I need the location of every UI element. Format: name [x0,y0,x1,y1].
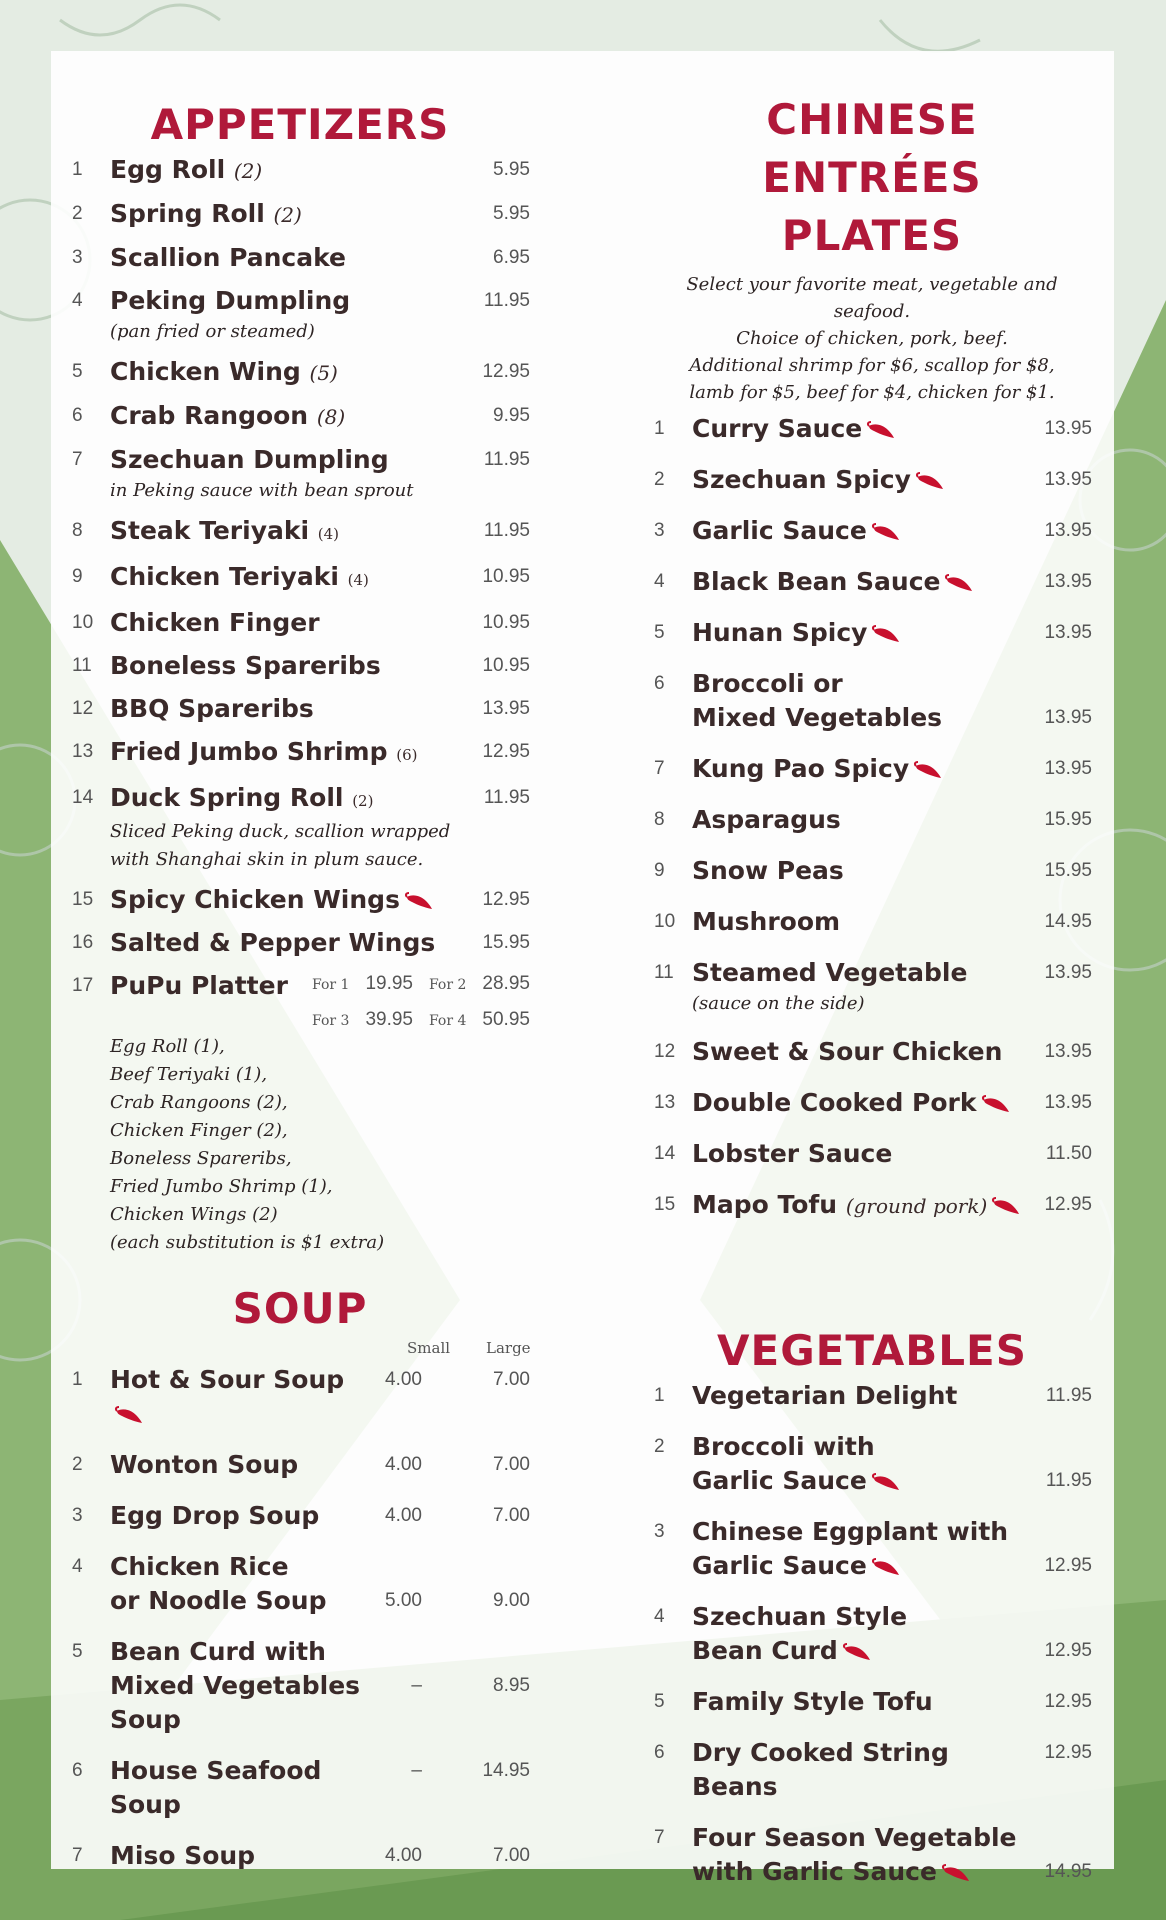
list-item [70,1448,530,1482]
item-price: 11.95 [483,787,530,808]
appetizers-title: APPETIZERS [150,100,450,149]
list-item [652,803,1092,837]
chili-pepper-icon [404,892,434,910]
pupu-description-line: Chicken Finger (2), [110,1120,288,1141]
item-number: 7 [654,1827,665,1848]
item-quantity: (2) [273,203,302,227]
item-quantity: (4) [347,571,369,589]
entrees-intro [652,271,1092,406]
item-number: 1 [654,1385,665,1406]
item-number: 6 [654,673,665,694]
item-number: 9 [654,860,665,881]
list-item [70,514,530,551]
chili-pepper-icon [944,574,974,592]
item-name: Snow Peas [692,856,844,885]
item-price: 5.95 [493,159,530,180]
item-name: Four Season Vegetable [692,1823,1017,1852]
item-name: Broccoli or [692,669,843,698]
pupu-for4-price: 50.95 [482,1009,530,1030]
soup-list [70,1363,530,1873]
list-item [70,355,530,390]
item-price: 13.95 [1044,622,1092,643]
item-name: Kung Pao Spicy [692,752,1032,786]
list-item [70,606,530,640]
entrees-title-line2: PLATES [781,211,963,260]
item-number: 3 [654,520,665,541]
item-number: 7 [72,449,83,470]
item-name: Mapo Tofu (ground pork) [692,1188,1032,1223]
list-item [70,399,530,434]
item-price: 11.50 [1045,1143,1092,1164]
list-item [652,463,1092,497]
item-number: 6 [72,1760,83,1781]
item-number: 12 [72,698,94,719]
soup-small-price: 4.00 [385,1505,422,1526]
item-quantity: (8) [316,405,346,429]
item-number: 7 [72,1845,83,1866]
item-number: 1 [654,418,665,439]
item-number: 3 [72,247,83,268]
list-item [70,883,530,917]
item-price: 12.95 [1044,1194,1092,1215]
item-description: (sauce on the side) [692,993,865,1014]
item-name: Lobster Sauce [692,1139,893,1168]
item-price: 12.95 [1044,1691,1092,1712]
item-number: 6 [654,1742,665,1763]
item-price: 13.95 [1044,418,1092,439]
item-name: Szechuan Dumpling [110,445,389,474]
list-item [70,153,530,188]
item-name: Crab Rangoon (8) [110,401,346,430]
item-name-line2: Garlic Sauce [692,1464,1032,1498]
item-name-line2: Garlic Sauce [692,1549,1032,1583]
item-price: 11.95 [483,449,530,470]
soup-large-price: 9.00 [493,1590,530,1611]
vegetables-title: VEGETABLES [717,1326,1027,1375]
item-name-line2: Bean Curd [692,1634,1032,1668]
item-number: 2 [654,1436,665,1457]
list-item [652,752,1092,786]
pupu-description [70,1033,530,1257]
item-price: 13.95 [1044,758,1092,779]
item-name: Steamed Vegetable [692,958,968,987]
intro-line: Select your favorite meat, vegetable and seafood. [686,274,1058,322]
item-name: Asparagus [692,805,841,834]
item-name: Miso Soup [110,1841,256,1870]
soup-large-price: 7.00 [493,1369,530,1390]
list-item [652,616,1092,650]
item-number: 14 [654,1143,676,1164]
item-number: 11 [72,655,92,676]
chili-pepper-icon [871,625,901,643]
item-price: 14.95 [1044,1861,1092,1882]
list-item [70,1839,530,1873]
list-item [652,1736,1092,1804]
soup-large-price: 8.95 [493,1675,530,1696]
list-item [652,412,1092,446]
item-name: Spicy Chicken Wings [110,883,470,917]
soup-large-price: 7.00 [493,1845,530,1866]
item-number: 6 [72,405,83,426]
pupu-for1-label: For 1 [312,977,350,993]
chili-pepper-icon [913,761,943,779]
item-price: 13.95 [482,698,530,719]
list-item [70,649,530,683]
list-item [652,1086,1092,1120]
soup-size-header [70,1337,530,1363]
item-price: 14.95 [1044,911,1092,932]
list-item [652,1035,1092,1069]
item-name: Curry Sauce [692,412,1032,446]
chili-pepper-icon [866,421,896,439]
list-item [70,692,530,726]
item-price: 13.95 [1044,1092,1092,1113]
soup-small-price: 4.00 [385,1454,422,1475]
chili-pepper-icon [941,1864,971,1882]
list-item [70,1754,530,1822]
pupu-for1-price: 19.95 [365,973,413,994]
list-item [652,565,1092,599]
soup-small-price: – [411,1760,422,1781]
item-number: 2 [654,469,665,490]
item-number: 5 [654,1691,665,1712]
item-number: 10 [72,612,94,633]
item-name: Garlic Sauce [692,514,1032,548]
entrees-list [652,412,1092,1223]
pupu-prices [312,973,530,1031]
list-item [70,735,530,772]
item-number: 2 [72,1454,83,1475]
item-price: 13.95 [1044,1041,1092,1062]
item-number: 3 [72,1505,83,1526]
list-item [70,1363,530,1431]
item-price: 10.95 [482,612,530,633]
chili-pepper-icon [871,1473,901,1491]
list-item [652,956,1092,1018]
item-price: 5.95 [493,203,530,224]
item-price: 12.95 [482,741,530,762]
pupu-description-line: Fried Jumbo Shrimp (1), [110,1176,333,1197]
item-name: Broccoli with [692,1432,875,1461]
list-item [70,241,530,275]
item-price: 12.95 [482,361,530,382]
item-number: 4 [72,1556,83,1577]
item-number: 13 [654,1092,676,1113]
item-number: 9 [72,566,83,587]
chili-pepper-icon [915,472,945,490]
pupu-for2-label: For 2 [428,977,467,993]
soup-large-label: Large [486,1339,531,1357]
soup-small-label: Small [407,1339,451,1357]
item-name: Chicken Wing (5) [110,357,338,386]
item-price: 13.95 [1044,962,1092,983]
item-number: 2 [72,203,83,224]
item-name: Bean Curd with [110,1637,326,1666]
item-name: Family Style Tofu [692,1687,933,1716]
list-item [70,197,530,232]
soup-small-price: 5.00 [385,1590,422,1611]
item-price: 12.95 [1044,1555,1092,1576]
item-price: 11.95 [1045,1385,1092,1406]
item-number: 15 [72,889,94,910]
item-number: 4 [654,1606,665,1627]
item-name: Black Bean Sauce [692,565,1032,599]
item-description: (pan fried or steamed) [110,321,315,342]
pupu-for4-label: For 4 [428,1013,467,1029]
list-item [652,1821,1092,1889]
item-name: Fried Jumbo Shrimp (6) [110,737,418,766]
item-price: 15.95 [482,932,530,953]
chili-pepper-icon [114,1406,144,1424]
item-number: 15 [654,1194,676,1215]
list-item [652,1430,1092,1498]
pupu-description-line: Beef Teriyaki (1), [110,1064,268,1085]
item-name: Hunan Spicy [692,616,1032,650]
item-name: Dry Cooked String Beans [692,1738,949,1801]
item-quantity: (5) [309,361,338,385]
list-item [652,1515,1092,1583]
item-name: Mushroom [692,907,841,936]
item-name: Boneless Spareribs [110,651,381,680]
soup-large-price: 14.95 [482,1760,530,1781]
item-price: 12.95 [1044,1640,1092,1661]
item-name: House Seafood Soup [110,1756,322,1819]
item-name: Chicken Rice [110,1552,289,1581]
pupu-platter-item [70,969,530,1031]
item-price: 13.95 [1044,469,1092,490]
entrees-title [652,91,1092,265]
chili-pepper-icon [871,523,901,541]
item-price: 12.95 [482,889,530,910]
item-number: 3 [654,1521,665,1542]
item-number: 5 [654,622,665,643]
item-number: 12 [654,1041,676,1062]
list-item [652,1379,1092,1413]
list-item [652,1600,1092,1668]
item-name: BBQ Spareribs [110,694,314,723]
item-name: Salted & Pepper Wings [110,928,436,957]
item-name: Egg Roll (2) [110,155,263,184]
soup-small-price: – [411,1675,422,1696]
chili-pepper-icon [991,1197,1021,1215]
item-name: Szechuan Spicy [692,463,1032,497]
item-number: 1 [72,159,83,180]
chili-pepper-icon [981,1095,1011,1113]
intro-line: Choice of chicken, pork, beef. [736,328,1008,349]
list-item [70,781,530,874]
list-item [70,1499,530,1533]
soup-small-price: 4.00 [385,1845,422,1866]
list-item [652,1685,1092,1719]
soup-title: SOUP [232,1284,368,1333]
item-number: 16 [72,932,94,953]
pupu-description-line: Egg Roll (1), [110,1036,225,1057]
item-price: 11.95 [1045,1470,1092,1491]
item-number: 4 [654,571,665,592]
item-quantity: (2) [233,159,263,183]
item-name: Peking Dumpling [110,286,351,315]
item-quantity: (6) [396,746,418,764]
entrees-title-line1: CHINESE ENTRÉES [762,95,982,202]
item-quantity: (4) [317,525,340,543]
item-quantity: (ground pork) [845,1194,988,1218]
list-item [70,1550,530,1618]
item-number: 14 [72,787,94,808]
item-price: 15.95 [1044,809,1092,830]
item-price: 6.95 [493,247,530,268]
list-item [652,905,1092,939]
list-item [652,514,1092,548]
item-price: 9.95 [493,405,530,426]
item-name: Hot & Sour Soup [110,1363,370,1431]
item-name: Spring Roll (2) [110,199,302,228]
pupu-description-line: Chicken Wings (2) [110,1204,278,1225]
item-number: 10 [654,911,676,932]
list-item [70,560,530,597]
pupu-description-line: (each substitution is $1 extra) [110,1232,385,1253]
pupu-for3-price: 39.95 [365,1009,413,1030]
item-name: Szechuan Style [692,1602,908,1631]
item-name: Vegetarian Delight [692,1381,958,1410]
item-name-line2: Mixed Vegetables Soup [110,1671,361,1734]
item-name-line2: or Noodle Soup [110,1586,327,1615]
item-number: 17 [72,975,94,996]
item-name: Steak Teriyaki (4) [110,516,340,545]
item-name: Wonton Soup [110,1450,299,1479]
item-number: 5 [72,361,83,382]
item-name: Chicken Teriyaki (4) [110,562,369,591]
item-price: 12.95 [1044,1742,1092,1763]
item-price: 15.95 [1044,860,1092,881]
item-price: 13.95 [1044,707,1092,728]
list-item [652,667,1092,735]
intro-line: Additional shrimp for $6, scallop for $8, [689,355,1055,376]
item-number: 4 [72,290,83,311]
item-quantity: (2) [352,792,374,810]
vegetables-list [652,1379,1092,1889]
left-column [70,95,530,1890]
item-number: 8 [72,520,83,541]
item-description: Sliced Peking duck, scallion wrapped with Shanghai skin in plum sauce. [110,821,451,870]
soup-large-price: 7.00 [493,1505,530,1526]
item-price: 11.95 [483,290,530,311]
chili-pepper-icon [871,1558,901,1576]
item-name: Double Cooked Pork [692,1086,1032,1120]
intro-line: lamb for $5, beef for $4, chicken for $1. [689,382,1055,403]
item-price: 11.95 [483,520,530,541]
item-name: Chinese Eggplant with [692,1517,1009,1546]
list-item [70,443,530,505]
item-number: 11 [654,962,674,983]
list-item [652,1188,1092,1223]
soup-large-price: 7.00 [493,1454,530,1475]
item-name: Scallion Pancake [110,243,346,272]
item-name: Chicken Finger [110,608,320,637]
item-price: 13.95 [1044,520,1092,541]
item-name: Duck Spring Roll (2) [110,783,374,812]
chili-pepper-icon [842,1643,872,1661]
list-item [652,1137,1092,1171]
item-name-line2: with Garlic Sauce [692,1855,1032,1889]
pupu-for3-label: For 3 [312,1013,350,1029]
right-column [652,95,1092,1906]
list-item [652,854,1092,888]
pupu-description-line: Boneless Spareribs, [110,1148,292,1169]
soup-small-price: 4.00 [385,1369,422,1390]
item-price: 13.95 [1044,571,1092,592]
item-number: 1 [72,1369,83,1390]
item-number: 13 [72,741,94,762]
item-description: in Peking sauce with bean sprout [110,480,414,501]
item-number: 7 [654,758,665,779]
item-name: PuPu Platter [110,971,288,1000]
item-name-line2: Mixed Vegetables [692,703,943,732]
item-number: 8 [654,809,665,830]
item-name: Egg Drop Soup [110,1501,320,1530]
list-item [70,284,530,346]
item-number: 5 [72,1641,83,1662]
pupu-for2-price: 28.95 [482,973,530,994]
item-price: 10.95 [482,566,530,587]
appetizers-list [70,153,530,960]
list-item [70,1635,530,1737]
item-price: 10.95 [482,655,530,676]
list-item [70,926,530,960]
item-name: Sweet & Sour Chicken [692,1037,1003,1066]
pupu-description-line: Crab Rangoons (2), [110,1092,288,1113]
